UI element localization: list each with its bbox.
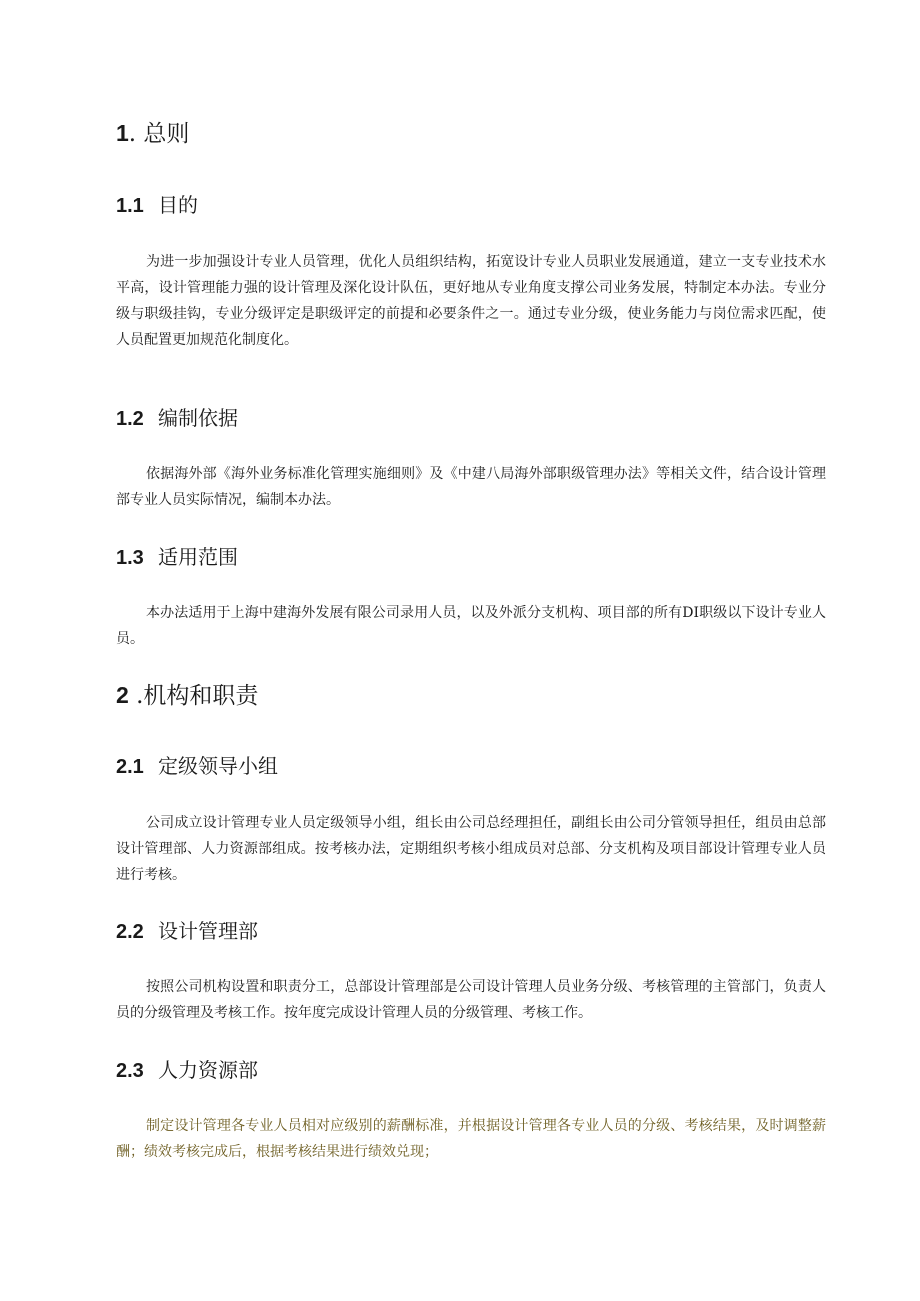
subsection-1-2-title: 编制依据	[158, 406, 238, 430]
section-1-number: 1	[116, 120, 129, 146]
subsection-1-2-number: 1.2	[116, 408, 144, 430]
subsection-1-3-title: 适用范围	[158, 545, 238, 569]
subsection-2-3-paragraph: 制定设计管理各专业人员相对应级别的薪酬标准，并根据设计管理各专业人员的分级、考核结果，及时调整薪酬；绩效考核完成后，根据考核结果进行绩效兑现；	[116, 1118, 826, 1160]
subsection-1-2-heading	[116, 405, 238, 432]
subsection-2-3-heading	[116, 1057, 258, 1084]
section-2-title: .机构和职责	[128, 683, 259, 709]
subsection-2-3-title: 人力资源部	[158, 1058, 258, 1082]
subsection-2-1-title: 定级领导小组	[158, 754, 278, 778]
subsection-1-1-paragraph: 为进一步加强设计专业人员管理，优化人员组织结构，拓宽设计专业人员职业发展通道，建立一支专业技术水平高，设计管理能力强的设计管理及深化设计队伍，更好地从专业角度支撑公司业务发展，特制定本办法。专业分级与职级挂钩，专业分级评定是职级评定的前提和必要条件之一。通过专业分级，使业务能力与岗位需求匹配，使人员配置更加规范化制度化。	[116, 254, 826, 348]
subsection-2-2-paragraph: 按照公司机构设置和职责分工，总部设计管理部是公司设计管理人员业务分级、考核管理的主管部门，负责人员的分级管理及考核工作。按年度完成设计管理人员的分级管理、考核工作。	[116, 979, 826, 1021]
subsection-2-1-heading	[116, 753, 278, 780]
section-1-title: . 总则	[128, 121, 190, 147]
subsection-2-2-number: 2.2	[116, 921, 144, 943]
subsection-2-3-number: 2.3	[116, 1060, 144, 1082]
subsection-1-2-paragraph: 依据海外部《海外业务标准化管理实施细则》及《中建八局海外部职级管理办法》等相关文件，结合设计管理部专业人员实际情况，编制本办法。	[116, 466, 826, 508]
subsection-1-3-number: 1.3	[116, 547, 144, 569]
subsection-1-3-paragraph: 本办法适用于上海中建海外发展有限公司录用人员，以及外派分支机构、项目部的所有DI职级以下设计专业人员。	[116, 605, 826, 647]
subsection-2-1-paragraph: 公司成立设计管理专业人员定级领导小组，组长由公司总经理担任，副组长由公司分管领导担任，组员由总部设计管理部、人力资源部组成。按考核办法，定期组织考核小组成员对总部、分支机构及项目部设计管理专业人员进行考核。	[116, 815, 826, 883]
subsection-1-3-heading	[116, 544, 238, 571]
subsection-1-1-number: 1.1	[116, 195, 144, 217]
section-2-number: 2	[116, 682, 129, 708]
section-2-heading	[116, 681, 258, 710]
subsection-1-1-title: 目的	[158, 193, 198, 217]
subsection-1-1-heading	[116, 192, 198, 219]
subsection-2-2-title: 设计管理部	[158, 919, 258, 943]
subsection-2-1-number: 2.1	[116, 756, 144, 778]
section-1-heading	[116, 119, 189, 148]
subsection-2-2-heading	[116, 918, 258, 945]
